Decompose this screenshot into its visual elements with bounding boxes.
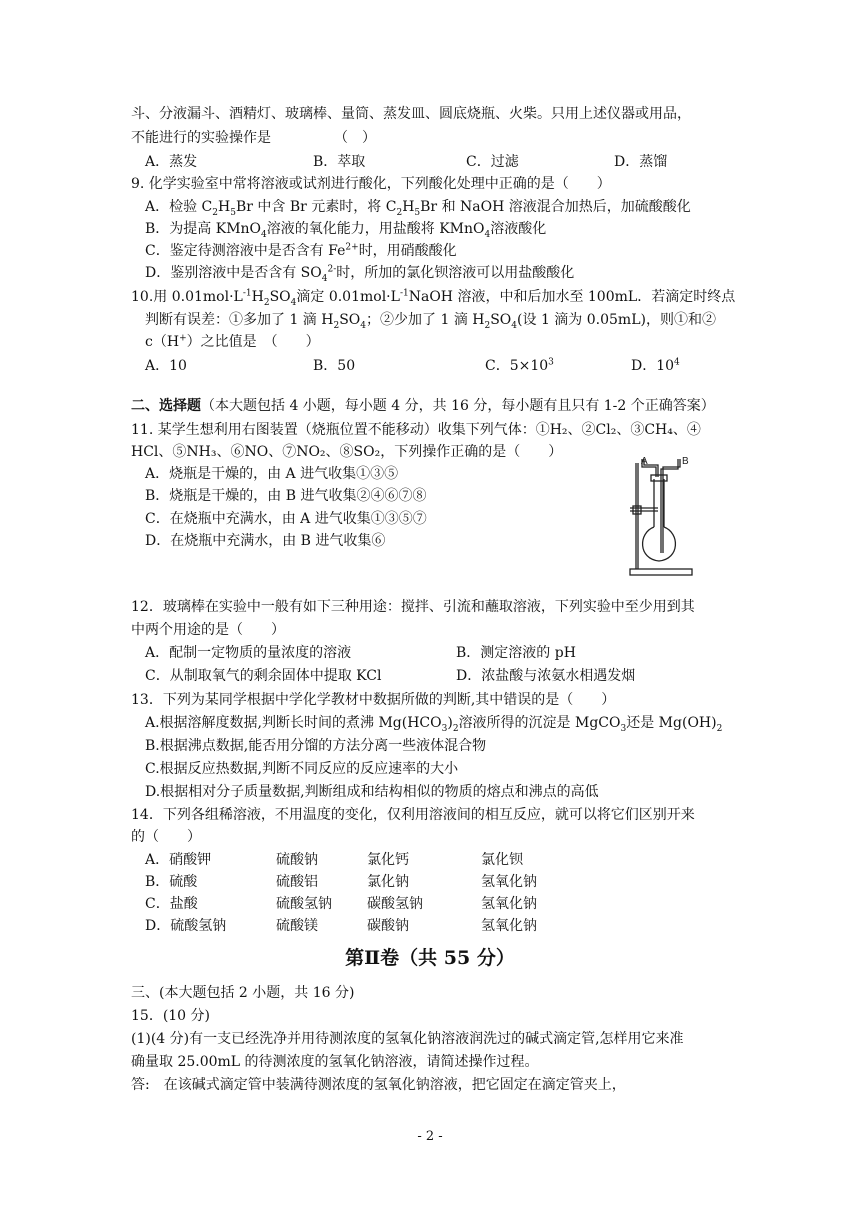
question-stem: 14．下列各组稀溶液，不用温度的变化，仅利用溶液间的相互反应，就可以将它们区别开来 bbox=[131, 807, 695, 823]
page-number: - 2 - bbox=[417, 1129, 443, 1144]
option: A．10 bbox=[145, 358, 187, 374]
option: B．烧瓶是干燥的，由 B 进气收集②④⑥⑦⑧ bbox=[145, 488, 427, 504]
option: A．蒸发 bbox=[145, 154, 198, 170]
option: D．在烧瓶中充满水，由 B 进气收集⑥ bbox=[145, 533, 386, 549]
table-cell: 碳酸钠 bbox=[367, 918, 409, 934]
table-cell: 氯化钠 bbox=[367, 874, 409, 890]
option: C．鉴定待测溶液中是否含有 $Fe^{2+}$时，用硝酸酸化 bbox=[145, 242, 457, 259]
label-a: A bbox=[641, 456, 648, 467]
table-cell: 碳酸氢钠 bbox=[367, 896, 423, 912]
table-cell: 氯化钡 bbox=[481, 852, 523, 868]
question-stem: 13．下列为某同学根据中学化学教材中数据所做的判断,其中错误的是（ ） bbox=[131, 692, 616, 708]
table-cell: 硫酸铝 bbox=[276, 874, 318, 890]
flask-apparatus-diagram bbox=[600, 455, 700, 580]
question-stem: 15．(10 分) bbox=[131, 1008, 211, 1024]
question-stem: 9. 化学实验室中常将溶液或试剂进行酸化，下列酸化处理中正确的是（ ） bbox=[131, 176, 611, 192]
table-cell: 氯化钙 bbox=[367, 852, 409, 868]
part-title: 第Ⅱ卷（共 55 分） bbox=[345, 947, 515, 969]
option: A．配制一定物质的量浓度的溶液 bbox=[145, 645, 352, 661]
table-cell: 氢氧化钠 bbox=[481, 918, 537, 934]
option: C．$5\times 10^3$ bbox=[485, 357, 554, 374]
table-cell: 氢氧化钠 bbox=[481, 874, 537, 890]
question-stem: 的（ ） bbox=[131, 829, 201, 845]
question-stem: 中两个用途的是（ ） bbox=[131, 622, 285, 638]
option: B.根据沸点数据,能否用分馏的方法分离一些液体混合物 bbox=[145, 738, 487, 754]
option: C．过滤 bbox=[466, 154, 519, 170]
table-cell: 硫酸氢钠 bbox=[276, 896, 332, 912]
section-heading: 三、(本大题包括 2 小题，共 16 分) bbox=[131, 985, 355, 1001]
label-b: B bbox=[682, 456, 689, 467]
table-cell: C．盐酸 bbox=[145, 896, 198, 912]
text-line: 不能进行的实验操作是 （ ） bbox=[131, 130, 376, 146]
option: D．浓盐酸与浓氨水相遇发烟 bbox=[456, 668, 636, 684]
question-stem: c（H+）之比值是 （ ） bbox=[145, 333, 320, 350]
option: B．萃取 bbox=[313, 154, 366, 170]
option: C．在烧瓶中充满水，由 A 进气收集①③⑤⑦ bbox=[145, 511, 427, 527]
question-stem: 判断有误差：①多加了 1 滴 $H_2SO_4$；②少加了 1 滴 $H_2SO_4$(设 1 滴为 0.05mL)，则①和② bbox=[145, 312, 716, 331]
table-cell: B．硫酸 bbox=[145, 874, 198, 890]
table-cell: D．硫酸氢钠 bbox=[145, 918, 227, 934]
option: D.根据相对分子质量数据,判断组成和结构相似的物质的熔点和沸点的高低 bbox=[145, 784, 599, 800]
option: B．50 bbox=[313, 358, 356, 374]
option: C.根据反应热数据,判断不同反应的反应速率的大小 bbox=[145, 761, 459, 777]
table-cell: 硫酸镁 bbox=[276, 918, 318, 934]
option: C．从制取氧气的剩余固体中提取 KCl bbox=[145, 668, 382, 684]
option: D．$10^4$ bbox=[631, 357, 680, 374]
question-stem: 确量取 25.00mL 的待测浓度的氢氧化钠溶液，请简述操作过程。 bbox=[131, 1054, 539, 1070]
option: B．为提高 KMnO$_4$溶液的氧化能力，用盐酸将 KMnO$_4$溶液酸化 bbox=[145, 221, 547, 240]
option: D．鉴别溶液中是否含有 $SO_4^{2-}$时，所加的氯化钡溶液可以用盐酸酸化 bbox=[145, 264, 575, 284]
question-stem: 11. 某学生想利用右图装置（烧瓶位置不能移动）收集下列气体：①H₂、②Cl₂、③CH₄、④ bbox=[131, 422, 701, 438]
option: A.根据溶解度数据,判断长时间的煮沸 $Mg(HCO_3)_2$溶液所得的沉淀是 MgCO$_3$还是 $Mg(OH)_2$ bbox=[145, 715, 723, 734]
section-heading: 二、选择题（本大题包括 4 小题，每小题 4 分，共 16 分，每小题有且只有 1-2 个正确答案） bbox=[131, 398, 715, 414]
option: A．烧瓶是干燥的，由 A 进气收集①③⑤ bbox=[145, 466, 399, 482]
question-stem: 12．玻璃棒在实验中一般有如下三种用途：搅拌、引流和蘸取溶液，下列实验中至少用到其 bbox=[131, 599, 695, 615]
option: D．蒸馏 bbox=[614, 154, 668, 170]
table-cell: 氢氧化钠 bbox=[481, 896, 537, 912]
option: B．测定溶液的 pH bbox=[456, 645, 576, 661]
table-cell: 硫酸钠 bbox=[276, 852, 318, 868]
question-stem: HCl、⑤NH₃、⑥NO、⑦NO₂、⑧SO₂，下列操作正确的是（ ） bbox=[131, 444, 563, 460]
table-cell: A．硝酸钾 bbox=[145, 852, 212, 868]
question-stem: 10.用 $0.01mol\cdot L^{-1}H_2SO_4$滴定 $0.01mol\cdot L^{-1}NaOH$ 溶液，中和后加水至 100mL．若滴定时终点 bbox=[131, 288, 736, 308]
question-stem: (1)(4 分)有一支已经洗净并用待测浓度的氢氧化钠溶液润洗过的碱式滴定管,怎样用它来准 bbox=[131, 1031, 684, 1047]
answer-line: 答: 在该碱式滴定管中装满待测浓度的氢氧化钠溶液，把它固定在滴定管夹上， bbox=[131, 1077, 626, 1093]
text-line: 斗、分液漏斗、酒精灯、玻璃棒、量筒、蒸发皿、圆底烧瓶、火柴。只用上述仪器或用品， bbox=[131, 106, 691, 122]
option: A．检验 $C_2H_5Br$ 中含 Br 元素时，将 $C_2H_5Br$ 和 NaOH 溶液混合加热后，加硫酸酸化 bbox=[145, 199, 691, 218]
